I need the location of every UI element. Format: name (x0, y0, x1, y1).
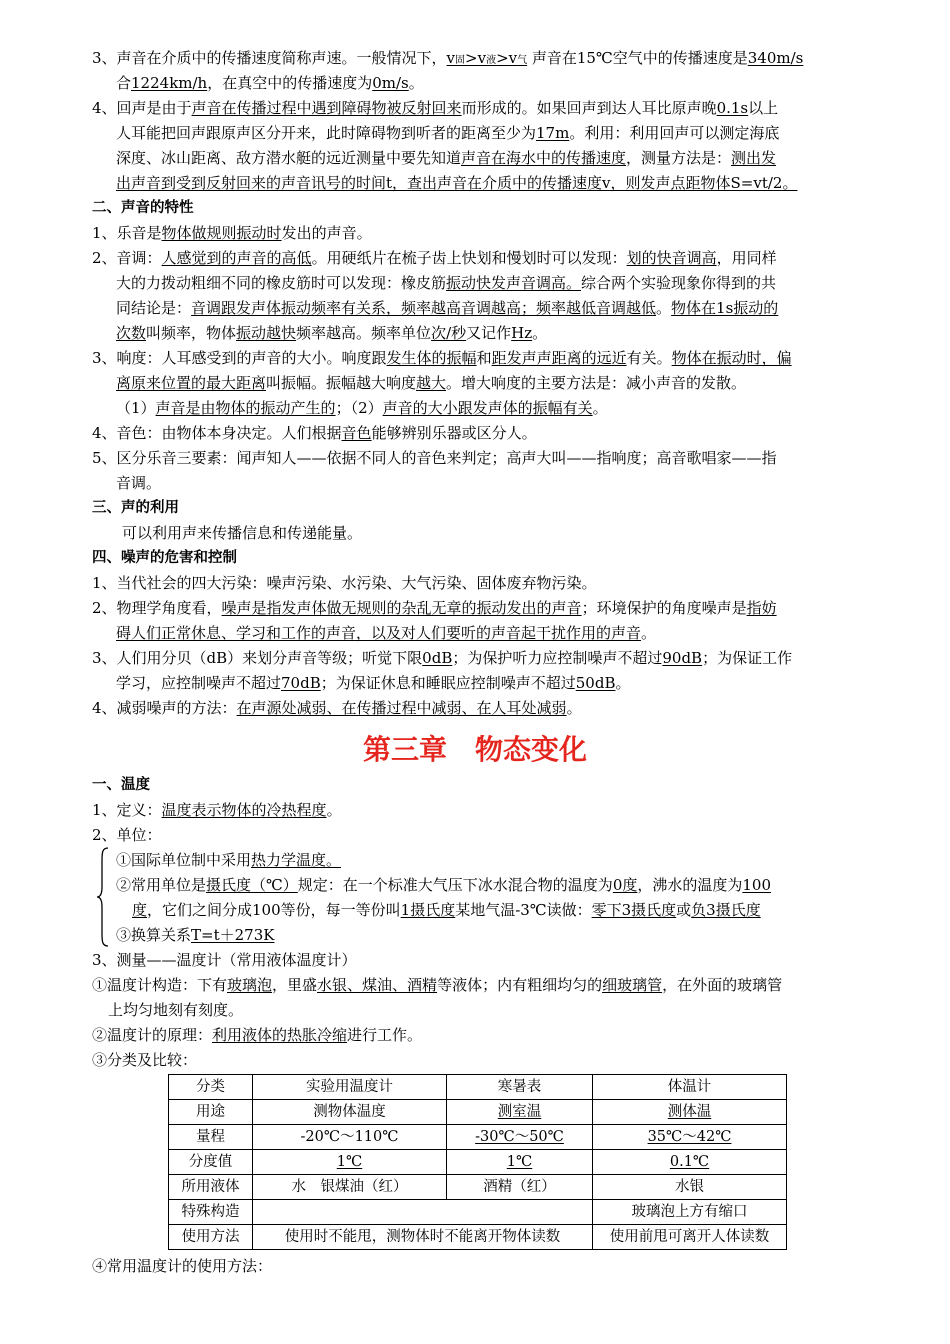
table-row (169, 1225, 787, 1250)
table-cell: -20℃～110℃ (253, 1125, 447, 1150)
text-line: 次数叫频率，物体振动越快频率越高。频率单位次/秒又记作Hz。 (116, 324, 548, 342)
section-heading: 一、温度 (92, 777, 150, 793)
table-cell: 酒精（红） (447, 1175, 593, 1200)
table-cell: 用途 (169, 1100, 253, 1125)
text-line: ④常用温度计的使用方法： (92, 1257, 273, 1275)
text-line: 合1224km/h，在真空中的传播速度为0m/s。 (116, 74, 424, 92)
text-line: 3、测量——温度计（常用液体温度计） (92, 951, 357, 969)
underlined-text: v固>v液>v气 (446, 49, 528, 67)
table-cell: 1℃ (253, 1150, 447, 1175)
text-line: 5、区分乐音三要素：闻声知人——依据不同人的音色来判定；高声大叫——指响度；高音歌唱家——指 (92, 449, 777, 467)
text-line: ②常用单位是摄氏度（℃）规定：在一个标准大气压下冰水混合物的温度为0度，沸水的温度为100 (116, 876, 772, 894)
text-line: 碍人们正常休息、学习和工作的声音，以及对人们要听的声音起干扰作用的声音。 (116, 624, 657, 642)
text-line: 同结论是：音调跟发声体振动频率有关系，频率越高音调越高；频率越低音调越低。物体在1s振动的 (116, 299, 779, 317)
table-cell: 测物体温度 (253, 1100, 447, 1125)
text-line: 3、响度：人耳感受到的声音的大小。响度跟发生体的振幅和距发声声距离的远近有关。物体在振动时，偏 (92, 349, 792, 367)
table-row (169, 1175, 787, 1200)
text-line: 2、单位： (92, 826, 162, 844)
chapter-title: 第三章 物态变化 (362, 733, 587, 766)
table-cell: 分度值 (169, 1150, 253, 1175)
section-heading: 四、噪声的危害和控制 (92, 550, 237, 566)
text-line: 4、音色：由物体本身决定。人们根据音色能够辨别乐器或区分人。 (92, 424, 537, 442)
table-row (169, 1125, 787, 1150)
table-cell: 使用前甩可离开人体读数 (593, 1225, 787, 1250)
text-line: 大的力拨动粗细不同的橡皮筋时可以发现：橡皮筋振动快发声音调高。综合两个实验现象你得到的共 (116, 274, 777, 292)
table-header-cell: 寒暑表 (447, 1075, 593, 1100)
table-cell (253, 1200, 593, 1225)
text-line: （1）声音是由物体的振动产生的；（2）声音的大小跟发声体的振幅有关。 (116, 399, 608, 417)
text-line: 1、定义：温度表示物体的冷热程度。 (92, 801, 342, 819)
table-header-cell: 体温计 (593, 1075, 787, 1100)
text-line: 可以利用声来传播信息和传递能量。 (122, 524, 363, 542)
table-cell: 0.1℃ (593, 1150, 787, 1175)
table-header-row (169, 1075, 787, 1100)
underlined-text: 340m/s (747, 49, 804, 67)
text-line: ②温度计的原理：利用液体的热胀冷缩进行工作。 (92, 1026, 423, 1044)
table-cell: 特殊构造 (169, 1200, 253, 1225)
text-line: 3、人们用分贝（dB）来划分声音等级；听觉下限0dB；为保护听力应控制噪声不超过90dB；为保证工作 (92, 649, 793, 667)
table-cell: 测体温 (593, 1100, 787, 1125)
text-line: 音调。 (116, 474, 162, 492)
table-cell: 测室温 (447, 1100, 593, 1125)
table-cell: 35℃～42℃ (593, 1125, 787, 1150)
text-line (92, 47, 803, 72)
text-line: 1、乐音是物体做规则振动时发出的声音。 (92, 224, 372, 242)
text-line: ③分类及比较： (92, 1051, 198, 1069)
text: 3、声音在介质中的传播速度简称声速。一般情况下， (92, 49, 447, 67)
table-cell: 所用液体 (169, 1175, 253, 1200)
table-cell: -30℃～50℃ (447, 1125, 593, 1150)
table-cell: 水 银煤油（红） (253, 1175, 447, 1200)
text-line: 离原来位置的最大距离叫振幅。振幅越大响度越大。增大响度的主要方法是：减小声音的发散。 (116, 374, 747, 392)
table-cell: 水银 (593, 1175, 787, 1200)
thermometer-comparison-table (168, 1074, 787, 1250)
text-line: ③换算关系T=t＋273K (116, 926, 275, 944)
table-header-cell: 实验用温度计 (253, 1075, 447, 1100)
text-line: 深度、冰山距离、敌方潜水艇的远近测量中要先知道声音在海水中的传播速度，测量方法是：测出发 (116, 149, 777, 167)
text-line: 学习，应控制噪声不超过70dB；为保证休息和睡眠应控制噪声不超过50dB。 (116, 674, 631, 692)
text-line: 度，它们之间分成100等份，每一等份叫1摄氏度某地气温-3℃读做：零下3摄氏度或负3摄氏度 (132, 901, 761, 919)
table-cell: 使用方法 (169, 1225, 253, 1250)
text-line: ①温度计构造：下有玻璃泡，里盛水银、煤油、酒精等液体；内有粗细均匀的细玻璃管，在外面的玻璃管 (92, 976, 783, 994)
table-row (169, 1150, 787, 1175)
section-heading: 三、声的利用 (92, 500, 179, 516)
section-heading: 二、声音的特性 (92, 200, 194, 216)
text-line: 出声音到受到反射回来的声音讯号的时间t，查出声音在介质中的传播速度v，则发声点距物体S=vt/2。 (116, 174, 798, 192)
text-line: 4、减弱噪声的方法：在声源处减弱、在传播过程中减弱、在人耳处减弱。 (92, 699, 582, 717)
table-cell: 玻璃泡上方有缩口 (593, 1200, 787, 1225)
table-header-cell: 分类 (169, 1075, 253, 1100)
table-cell: 1℃ (447, 1150, 593, 1175)
table-cell: 量程 (169, 1125, 253, 1150)
text-line: 2、音调：人感觉到的声音的高低。用硬纸片在梳子齿上快划和慢划时可以发现：划的快音调高，用同样 (92, 249, 777, 267)
table-row (169, 1100, 787, 1125)
text-line: 1、当代社会的四大污染：噪声污染、水污染、大气污染、固体废弃物污染。 (92, 574, 597, 592)
curly-brace-icon (96, 847, 110, 947)
text-line: 2、物理学角度看，噪声是指发声体做无规则的杂乱无章的振动发出的声音；环境保护的角度噪声是指妨 (92, 599, 777, 617)
table-cell: 使用时不能甩，测物体时不能离开物体读数 (253, 1225, 593, 1250)
text-line: 上均匀地刻有刻度。 (108, 1001, 244, 1019)
text-line: 人耳能把回声跟原声区分开来，此时障碍物到听者的距离至少为17m。利用：利用回声可以测定海底 (116, 124, 780, 142)
text: 声音在15℃空气中的传播速度是 (527, 49, 748, 67)
text-line: 4、回声是由于声音在传播过程中遇到障碍物被反射回来而形成的。如果回声到达人耳比原声晚0.1s以上 (92, 99, 779, 117)
table-row (169, 1200, 787, 1225)
text-line: ①国际单位制中采用热力学温度。 (116, 851, 342, 869)
